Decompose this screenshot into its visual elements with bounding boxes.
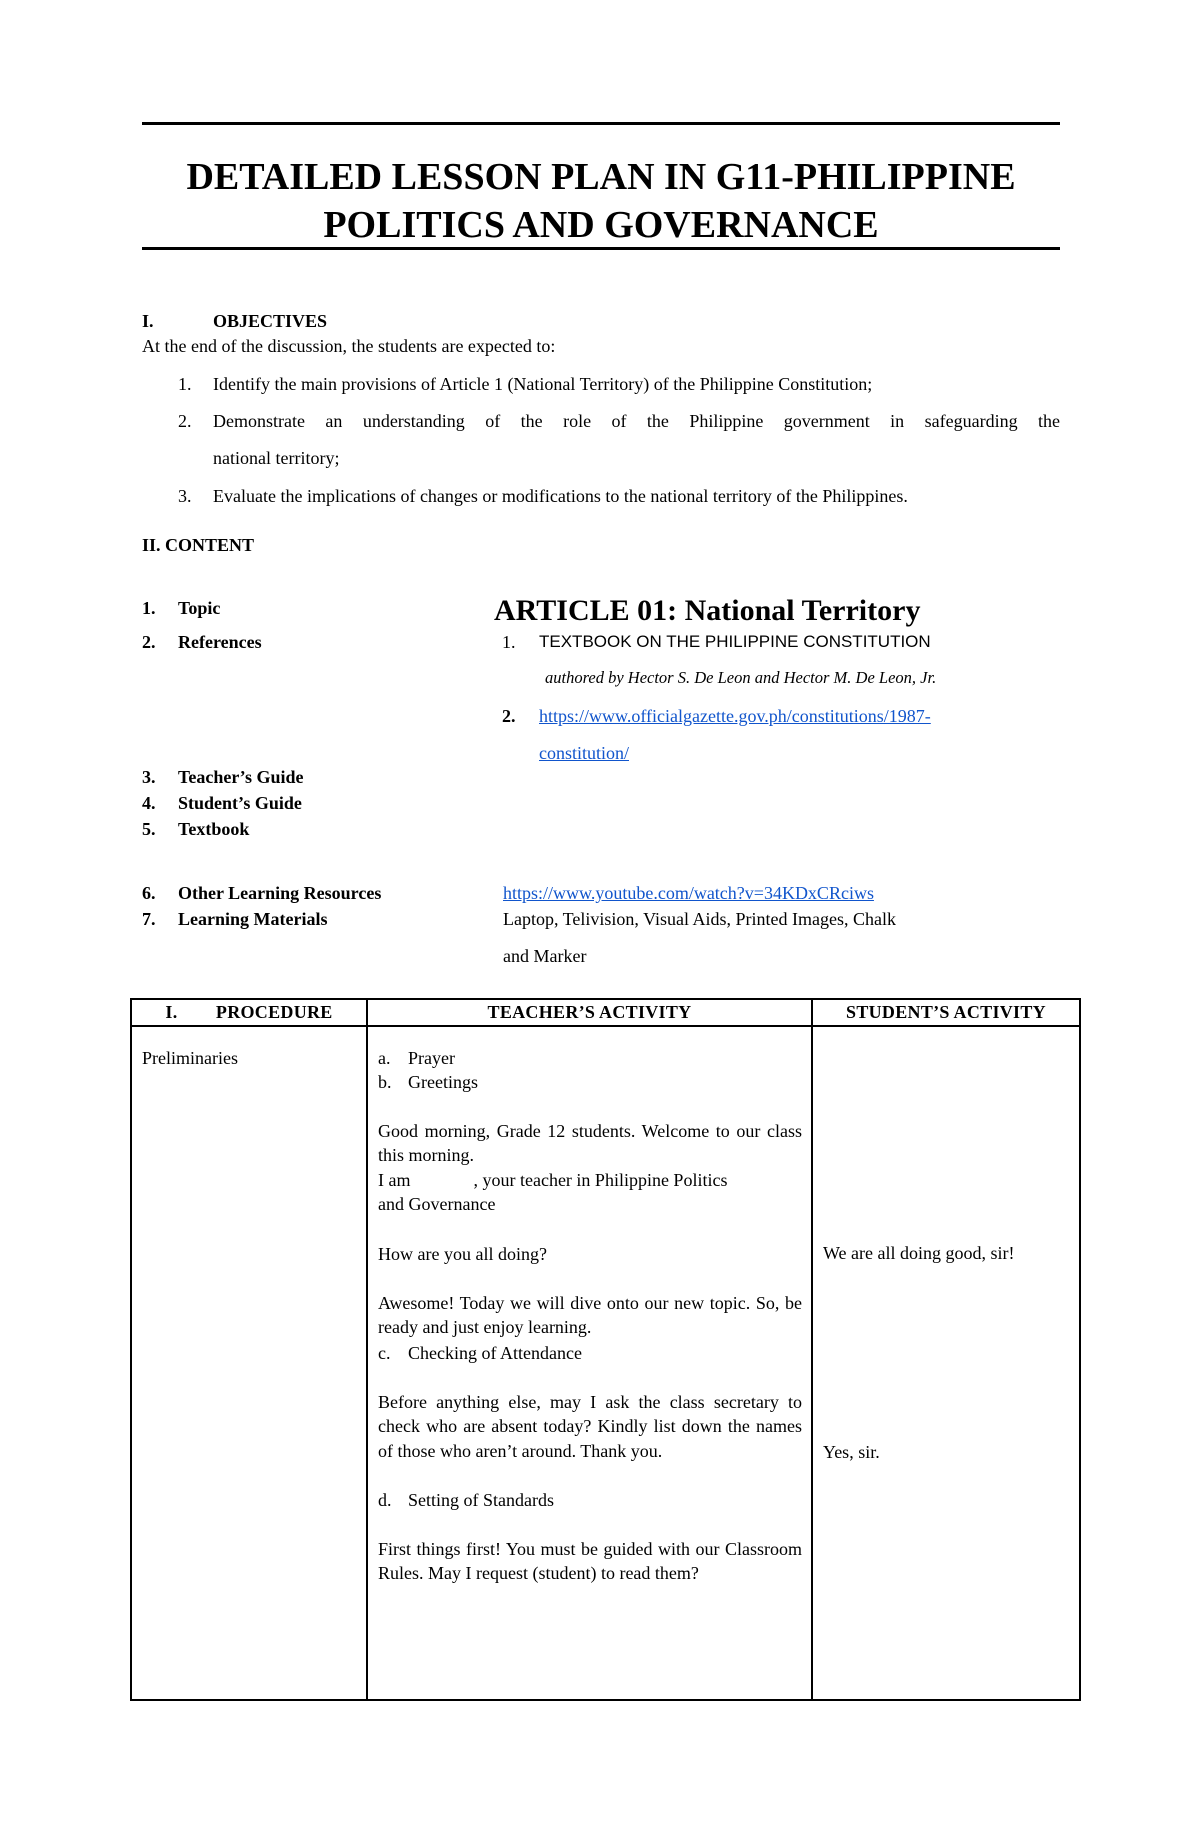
stage-cell — [131, 1026, 367, 1700]
title-line-2: POLITICS AND GOVERNANCE — [323, 204, 879, 246]
item-c-letter: c. — [378, 1342, 391, 1363]
objective-2-text-line2: national territory; — [213, 448, 340, 468]
introduction-line1: I am , your teacher in Philippine Politics — [378, 1169, 728, 1190]
other-resources-number: 6. — [142, 883, 156, 903]
content-heading: II. CONTENT — [142, 535, 255, 555]
attendance-paragraph: Before anything else, may I ask the class secretary to check who are absent today? Kindly list down the names of those who aren’t around. Thank you. — [378, 1391, 802, 1461]
title-bottom-rule — [142, 247, 1060, 250]
topic-label: Topic — [178, 598, 221, 618]
other-resources-label: Other Learning Resources — [178, 883, 382, 903]
title-line-1: DETAILED LESSON PLAN IN G11-PHILIPPINE — [186, 156, 1016, 198]
reference-1-author: authored by Hector S. De Leon and Hector M. De Leon, Jr. — [545, 668, 937, 687]
procedure-header: I. PROCEDURE — [131, 999, 367, 1026]
teacher-activity-cell — [367, 1026, 812, 1700]
students-guide-number: 4. — [142, 793, 156, 813]
textbook-label: Textbook — [178, 819, 250, 839]
textbook-number: 5. — [142, 819, 156, 839]
teachers-guide-label: Teacher’s Guide — [178, 767, 304, 787]
item-c-text: Checking of Attendance — [408, 1342, 582, 1363]
references-number: 2. — [142, 632, 156, 652]
materials-label: Learning Materials — [178, 909, 328, 929]
reference-2-link-line2[interactable]: constitution/ — [539, 743, 629, 763]
objective-1-number: 1. — [178, 374, 192, 394]
students-guide-label: Student’s Guide — [178, 793, 302, 813]
reference-2-link-line1[interactable]: https://www.officialgazette.gov.ph/constitutions/1987- — [539, 706, 931, 726]
objective-1-text: Identify the main provisions of Article 1 (National Territory) of the Philippine Constitution; — [213, 374, 873, 394]
student-response-2: Yes, sir. — [823, 1441, 880, 1462]
stage-label: Preliminaries — [142, 1047, 238, 1068]
table-row — [131, 1026, 1080, 1700]
title-top-rule — [142, 122, 1060, 125]
topic-value: ARTICLE 01: National Territory — [494, 594, 921, 627]
student-activity-cell — [812, 1026, 1080, 1700]
item-b-letter: b. — [378, 1071, 392, 1092]
references-label: References — [178, 632, 262, 652]
teachers-guide-number: 3. — [142, 767, 156, 787]
objectives-heading: OBJECTIVES — [213, 311, 328, 331]
materials-value-line2: and Marker — [503, 946, 587, 966]
topic-number: 1. — [142, 598, 156, 618]
item-a-text: Prayer — [408, 1047, 455, 1068]
reference-1-number: 1. — [502, 632, 516, 652]
objectives-numeral: I. — [142, 311, 154, 331]
reference-1-text: TEXTBOOK ON THE PHILIPPINE CONSTITUTION — [539, 632, 931, 651]
materials-number: 7. — [142, 909, 156, 929]
procedure-header-row — [131, 999, 1080, 1026]
topic-intro-paragraph: Awesome! Today we will dive onto our new topic. So, be ready and just enjoy learning. — [378, 1292, 802, 1337]
document-title — [142, 153, 1060, 249]
student-activity-header: STUDENT’S ACTIVITY — [812, 999, 1080, 1026]
reference-2-number: 2. — [502, 706, 516, 726]
item-b-text: Greetings — [408, 1071, 478, 1092]
materials-value-line1: Laptop, Telivision, Visual Aids, Printed Images, Chalk — [503, 909, 896, 929]
procedure-table — [130, 998, 1081, 1701]
objective-3-text: Evaluate the implications of changes or modifications to the national territory of the Philippines. — [213, 486, 908, 506]
introduction-line2: and Governance — [378, 1193, 496, 1214]
objectives-intro: At the end of the discussion, the students are expected to: — [142, 336, 556, 356]
student-response-1: We are all doing good, sir! — [823, 1242, 1015, 1263]
item-d-text: Setting of Standards — [408, 1489, 554, 1510]
objective-3-number: 3. — [178, 486, 192, 506]
greeting-paragraph: Good morning, Grade 12 students. Welcome to our class this morning. — [378, 1120, 802, 1165]
objective-2-text-line1: Demonstrate an understanding of the role of the Philippine government in safeguarding the — [213, 411, 1060, 431]
objective-2-number: 2. — [178, 411, 192, 431]
teacher-activity-header: TEACHER’S ACTIVITY — [367, 999, 812, 1026]
other-resources-link[interactable]: https://www.youtube.com/watch?v=34KDxCRciws — [503, 883, 874, 903]
item-d-letter: d. — [378, 1489, 392, 1510]
standards-paragraph: First things first! You must be guided with our Classroom Rules. May I request (student) to read them? — [378, 1538, 802, 1583]
question-paragraph: How are you all doing? — [378, 1243, 547, 1264]
item-a-letter: a. — [378, 1047, 391, 1068]
